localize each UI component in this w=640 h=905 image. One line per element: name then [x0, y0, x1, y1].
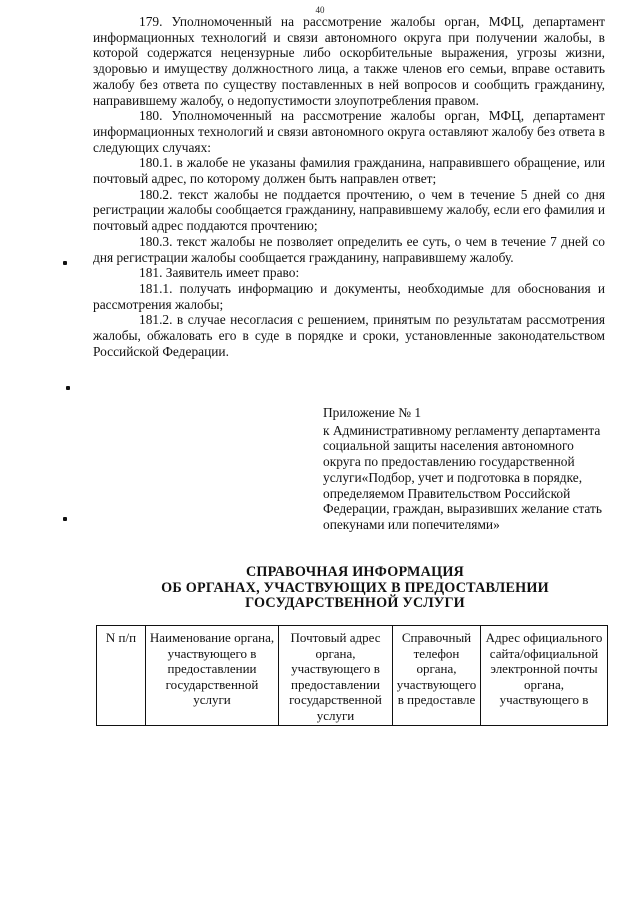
reference-table: [96, 625, 608, 726]
header-website-email: Адрес официального сайта/официальной электронной почты органа, участвующего в: [481, 626, 608, 726]
header-organ-name: Наименование органа, участвующего в предоставлении государственной услуги: [146, 626, 279, 726]
paragraph-180-1: 180.1. в жалобе не указаны фамилия гражданина, направившего обращение, или почтовый адрес, по которому должен быть направлен ответ;: [93, 155, 605, 187]
paragraph-180-2: 180.2. текст жалобы не поддается прочтению, о чем в течение 5 дней со дня регистрации жалобы сообщается гражданину, направившему жалобу, если его фамилия и почтовый адрес поддаются прочтению;: [93, 186, 605, 234]
page-number: 40: [315, 5, 325, 15]
header-postal-address: Почтовый адрес органа, участвующего в предоставлении государственной услуги: [279, 626, 393, 726]
header-phone: Справочный телефон органа, участвующего в предоставле: [393, 626, 481, 726]
paragraph-180-3: 180.3. текст жалобы не позволяет определить ее суть, о чем в течение 7 дней со дня регистрации жалобы сообщается гражданину, направившему жалобу.: [93, 233, 605, 265]
scan-mark-dot: [63, 261, 67, 265]
paragraph-181-1: 181.1. получать информацию и документы, необходимые для обоснования и рассмотрения жалобы;: [93, 280, 605, 312]
header-number: N п/п: [97, 626, 146, 726]
annex-title: Приложение № 1: [323, 405, 422, 420]
scan-mark-dot: [66, 386, 70, 390]
annex-block: [323, 405, 613, 533]
paragraph-180: 180. Уполномоченный на рассмотрение жалобы орган, МФЦ, департамент информационных технологий и связи автономного округа оставляют жалобу без ответа в следующих случаях:: [93, 108, 605, 155]
heading-line-1: СПРАВОЧНАЯ ИНФОРМАЦИЯ: [245, 564, 465, 580]
paragraph-179: 179. Уполномоченный на рассмотрение жалобы орган, МФЦ, департамент информационных технологий и связи автономного округа при получении жалобы, в которой содержатся нецензурные либо оскорбительные выражения, угрозы жизни, здоровью и имуществу должностного лица, а также членов его семьи, вправе оставить жалобу без ответа по существу поставленных в ней вопросов и сообщить гражданину, направившему жалобу, о недопустимости злоупотребления правом.: [93, 14, 605, 108]
table-header-row: [97, 626, 608, 726]
heading-line-3: ГОСУДАРСТВЕННОЙ УСЛУГИ: [245, 595, 465, 611]
paragraph-181: 181. Заявитель имеет право:: [139, 265, 300, 281]
annex-text: к Административному регламенту департамента социальной защиты населения автономного округа по предоставлению государственной услуги«Подбор, учет и подготовка в порядке, определяемом Правительством Российской Федерации, граждан, выразивших желание стать опекунами или попечителями»: [323, 422, 602, 532]
section-heading: [90, 565, 620, 612]
scan-mark-dot: [63, 517, 67, 521]
body-text: [93, 14, 605, 359]
heading-line-2: ОБ ОРГАНАХ, УЧАСТВУЮЩИХ В ПРЕДОСТАВЛЕНИИ: [161, 579, 549, 596]
paragraph-181-2: 181.2. в случае несогласия с решением, принятым по результатам рассмотрения жалобы, обжаловать его в суде в порядке и сроки, установленные законодательством Российской Федерации.: [93, 312, 605, 359]
